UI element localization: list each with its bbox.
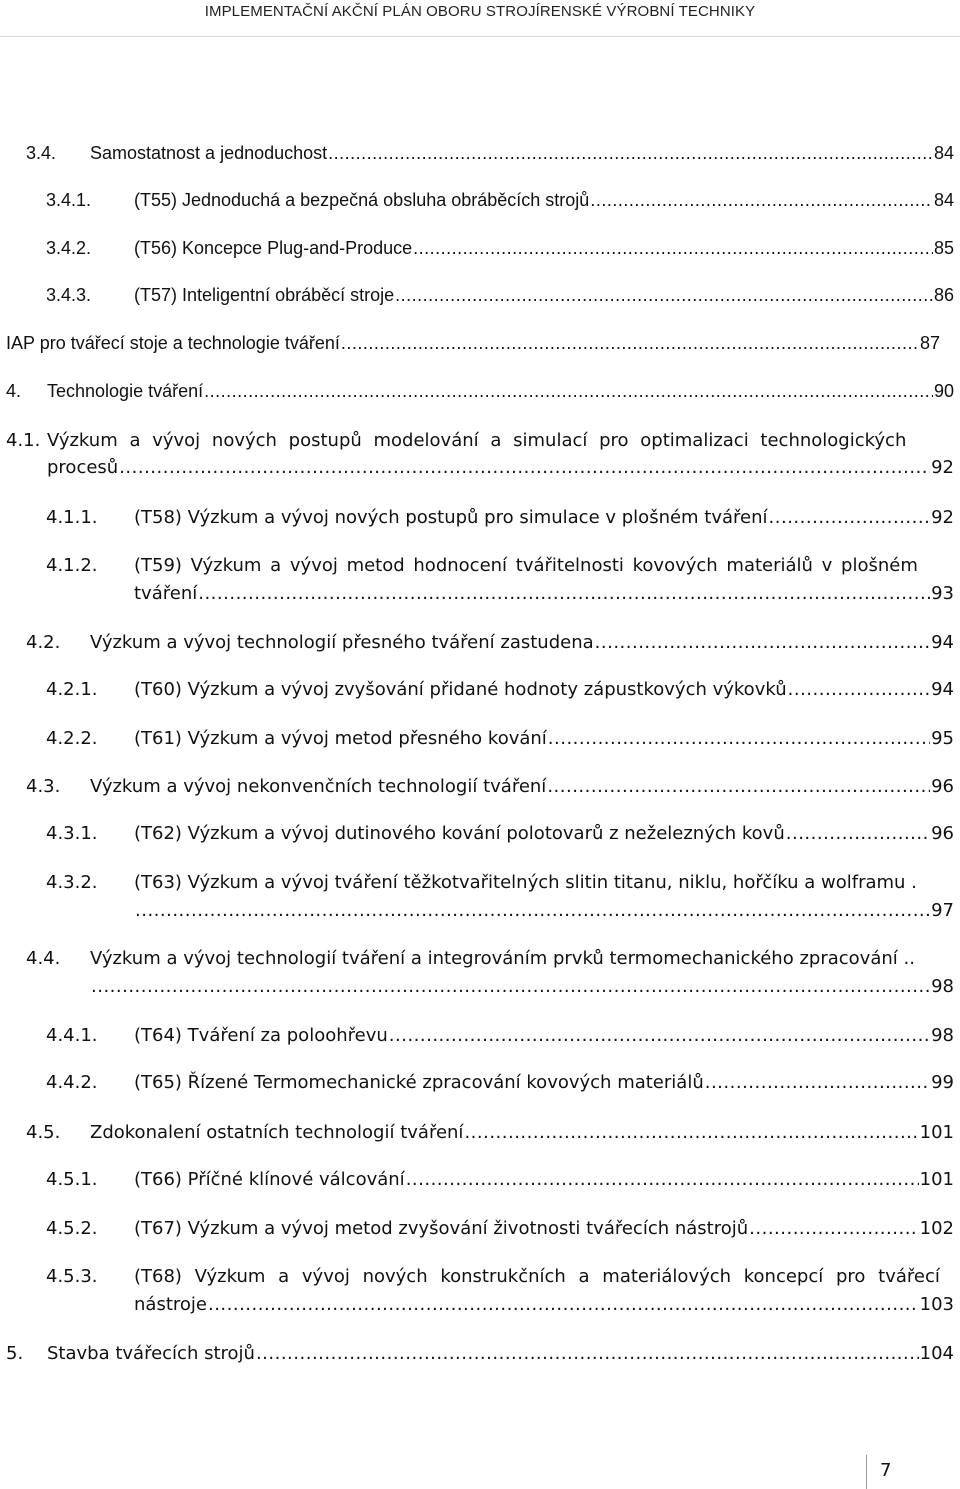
dot-leader bbox=[395, 282, 933, 308]
toc-title: Technologie tváření bbox=[47, 381, 204, 401]
toc-entry[interactable] bbox=[0, 140, 960, 166]
toc-entry[interactable] bbox=[0, 1167, 960, 1193]
toc-line bbox=[134, 821, 954, 847]
toc-number: 4.2. bbox=[26, 632, 61, 653]
dot-leader bbox=[547, 774, 930, 800]
toc-number: 4.1.1. bbox=[46, 507, 98, 528]
toc-page: 93 bbox=[931, 583, 954, 604]
toc-page: 104 bbox=[919, 1343, 954, 1364]
toc-line-1 bbox=[90, 946, 954, 972]
toc-page: 84 bbox=[933, 143, 954, 163]
toc-page: 95 bbox=[931, 728, 954, 749]
footer-divider bbox=[866, 1455, 867, 1489]
toc-line bbox=[6, 330, 940, 356]
toc-line bbox=[134, 1070, 954, 1096]
toc-line bbox=[90, 630, 954, 656]
toc-line bbox=[134, 235, 954, 261]
toc-title: IAP pro tvářecí stoje a technologie tváření bbox=[6, 333, 340, 353]
dot-leader bbox=[406, 1167, 919, 1193]
dot-leader bbox=[198, 581, 930, 607]
dot-leader bbox=[705, 1070, 930, 1096]
toc-number: 4.5.1. bbox=[46, 1169, 98, 1190]
toc-title: (T63) Výzkum a vývoj tváření těžkotvařitelných slitin titanu, niklu, hořčíku a wolframu . bbox=[134, 872, 917, 893]
toc-page: 96 bbox=[931, 823, 954, 844]
toc-line bbox=[134, 726, 954, 752]
toc-line-2 bbox=[134, 581, 954, 607]
toc-title: (T56) Koncepce Plug-and-Produce bbox=[134, 238, 413, 258]
toc-line bbox=[134, 1167, 954, 1193]
toc-page: 85 bbox=[933, 238, 954, 258]
toc-page: 102 bbox=[919, 1218, 954, 1239]
toc-number: 4.4.1. bbox=[46, 1025, 98, 1046]
toc-line-1 bbox=[134, 553, 954, 579]
toc-number: 4.4.2. bbox=[46, 1072, 98, 1093]
toc-title: Výzkum a vývoj technologií přesného tváření zastudena bbox=[90, 632, 594, 653]
toc-entry[interactable] bbox=[0, 946, 960, 1000]
toc-number: 4. bbox=[6, 381, 22, 401]
toc-page: 84 bbox=[933, 190, 954, 210]
toc-entry[interactable] bbox=[0, 1341, 960, 1367]
toc-entry[interactable] bbox=[0, 378, 960, 404]
toc-line bbox=[134, 1216, 954, 1242]
toc-entry[interactable] bbox=[0, 330, 960, 356]
toc-number: 4.4. bbox=[26, 948, 61, 969]
dot-leader bbox=[464, 1120, 918, 1146]
toc-entry[interactable] bbox=[0, 870, 960, 924]
dot-leader bbox=[91, 974, 930, 1000]
toc-line-1 bbox=[47, 428, 954, 454]
dot-leader bbox=[135, 898, 930, 924]
toc-entry[interactable] bbox=[0, 282, 960, 308]
dot-leader bbox=[341, 330, 919, 356]
toc-entry[interactable] bbox=[0, 774, 960, 800]
toc-line bbox=[90, 140, 954, 166]
toc-page: 98 bbox=[931, 1025, 954, 1046]
toc-title: Výzkum a vývoj nekonvenčních technologií tváření bbox=[90, 776, 547, 797]
toc-entry[interactable] bbox=[0, 1070, 960, 1096]
toc-title: (T59) Výzkum a vývoj metod hodnocení tvářitelnosti kovových materiálů v plošném bbox=[134, 555, 918, 576]
toc-page: 103 bbox=[919, 1294, 954, 1315]
toc-number: 4.3.1. bbox=[46, 823, 98, 844]
toc-page: 94 bbox=[931, 632, 954, 653]
toc-number: 4.5. bbox=[26, 1122, 61, 1143]
toc-number: 3.4.2. bbox=[46, 238, 92, 258]
toc-title: (T60) Výzkum a vývoj zvyšování přidané hodnoty zápustkových výkovků bbox=[134, 679, 787, 700]
toc-title: (T65) Řízené Termomechanické zpracování kovových materiálů bbox=[134, 1072, 704, 1093]
toc-line bbox=[47, 378, 954, 404]
dot-leader bbox=[204, 378, 933, 404]
toc-number: 4.3.2. bbox=[46, 872, 98, 893]
toc-entry[interactable] bbox=[0, 1023, 960, 1049]
toc-title: (T64) Tváření za poloohřevu bbox=[134, 1025, 388, 1046]
toc-entry[interactable] bbox=[0, 677, 960, 703]
dot-leader bbox=[590, 187, 933, 213]
toc-number: 4.2.1. bbox=[46, 679, 98, 700]
toc-page: 87 bbox=[919, 333, 940, 353]
dot-leader bbox=[256, 1341, 919, 1367]
toc-number: 3.4. bbox=[26, 143, 57, 163]
toc-entry[interactable] bbox=[0, 505, 960, 531]
toc-title: (T66) Příčné klínové válcování bbox=[134, 1169, 405, 1190]
toc-line-2 bbox=[134, 1292, 954, 1318]
toc-page: 92 bbox=[931, 457, 954, 478]
toc-line bbox=[134, 187, 954, 213]
toc-page: 98 bbox=[931, 976, 954, 997]
toc-line-1 bbox=[134, 1264, 954, 1290]
toc-page: 86 bbox=[933, 285, 954, 305]
toc-entry[interactable] bbox=[0, 1216, 960, 1242]
toc-title: Samostatnost a jednoduchost bbox=[90, 143, 328, 163]
toc-entry[interactable] bbox=[0, 428, 960, 482]
toc-entry[interactable] bbox=[0, 630, 960, 656]
toc-number: 4.1. bbox=[6, 430, 41, 451]
toc-page: 99 bbox=[931, 1072, 954, 1093]
dot-leader bbox=[389, 1023, 930, 1049]
dot-leader bbox=[548, 726, 930, 752]
toc-line bbox=[90, 1120, 954, 1146]
toc-title: Stavba tvářecích strojů bbox=[47, 1343, 255, 1364]
toc-line-2 bbox=[90, 974, 954, 1000]
toc-title: (T68) Výzkum a vývoj nových konstrukčních a materiálových koncepcí pro tvářecí bbox=[134, 1266, 940, 1287]
toc-number: 4.1.2. bbox=[46, 555, 98, 576]
toc-title: (T58) Výzkum a vývoj nových postupů pro simulace v plošném tváření bbox=[134, 507, 768, 528]
toc-number: 3.4.3. bbox=[46, 285, 92, 305]
dot-leader bbox=[328, 140, 933, 166]
toc-page: 92 bbox=[931, 507, 954, 528]
toc-title: Výzkum a vývoj nových postupů modelování a simulací pro optimalizaci technologických bbox=[47, 430, 907, 451]
toc-line bbox=[134, 282, 954, 308]
toc-line bbox=[134, 677, 954, 703]
toc-title: Zdokonalení ostatních technologií tváření bbox=[90, 1122, 464, 1143]
toc-line bbox=[134, 505, 954, 531]
toc-line bbox=[90, 774, 954, 800]
toc-line-1 bbox=[134, 870, 954, 896]
toc-title: (T61) Výzkum a vývoj metod přesného kování bbox=[134, 728, 547, 749]
toc-page: 101 bbox=[919, 1122, 954, 1143]
toc-page: 97 bbox=[931, 900, 954, 921]
dot-leader bbox=[749, 1216, 918, 1242]
toc-entry[interactable] bbox=[0, 1120, 960, 1146]
toc-number: 5. bbox=[6, 1343, 24, 1364]
toc-entry[interactable] bbox=[0, 187, 960, 213]
running-header: IMPLEMENTAČNÍ AKČNÍ PLÁN OBORU STROJÍRENSKÉ VÝROBNÍ TECHNIKY bbox=[204, 3, 756, 20]
dot-leader bbox=[769, 505, 931, 531]
toc-number: 4.5.2. bbox=[46, 1218, 98, 1239]
toc-title-continued: tváření bbox=[134, 583, 198, 604]
toc-entry[interactable] bbox=[0, 1264, 960, 1318]
toc-line bbox=[134, 1023, 954, 1049]
toc-line-2 bbox=[47, 455, 954, 481]
dot-leader bbox=[595, 630, 930, 656]
toc-title-continued: procesů bbox=[47, 457, 119, 478]
toc-page: 96 bbox=[931, 776, 954, 797]
dot-leader bbox=[119, 455, 930, 481]
toc-page: 94 bbox=[931, 679, 954, 700]
toc-title: (T62) Výzkum a vývoj dutinového kování polotovarů z neželezných kovů bbox=[134, 823, 785, 844]
toc-number: 4.2.2. bbox=[46, 728, 98, 749]
page-number: 7 bbox=[880, 1460, 892, 1481]
toc-title: (T55) Jednoduchá a bezpečná obsluha obráběcích strojů bbox=[134, 190, 590, 210]
toc-page: 90 bbox=[933, 381, 954, 401]
toc-title: (T67) Výzkum a vývoj metod zvyšování životnosti tvářecích nástrojů bbox=[134, 1218, 749, 1239]
toc-entry[interactable] bbox=[0, 821, 960, 847]
toc-number: 3.4.1. bbox=[46, 190, 92, 210]
toc-line bbox=[47, 1341, 954, 1367]
dot-leader bbox=[208, 1292, 919, 1318]
toc-line-2 bbox=[134, 898, 954, 924]
toc-entry[interactable] bbox=[0, 726, 960, 752]
dot-leader bbox=[788, 677, 930, 703]
dot-leader bbox=[413, 235, 933, 261]
dot-leader bbox=[786, 821, 930, 847]
toc-title: Výzkum a vývoj technologií tváření a integrováním prvků termomechanického zpracování .. bbox=[90, 948, 915, 969]
toc-entry[interactable] bbox=[0, 235, 960, 261]
toc-title-continued: nástroje bbox=[134, 1294, 207, 1315]
toc-page: 101 bbox=[919, 1169, 954, 1190]
toc-number: 4.3. bbox=[26, 776, 61, 797]
toc-entry[interactable] bbox=[0, 553, 960, 607]
toc-number: 4.5.3. bbox=[46, 1266, 98, 1287]
toc-title: (T57) Inteligentní obráběcí stroje bbox=[134, 285, 395, 305]
